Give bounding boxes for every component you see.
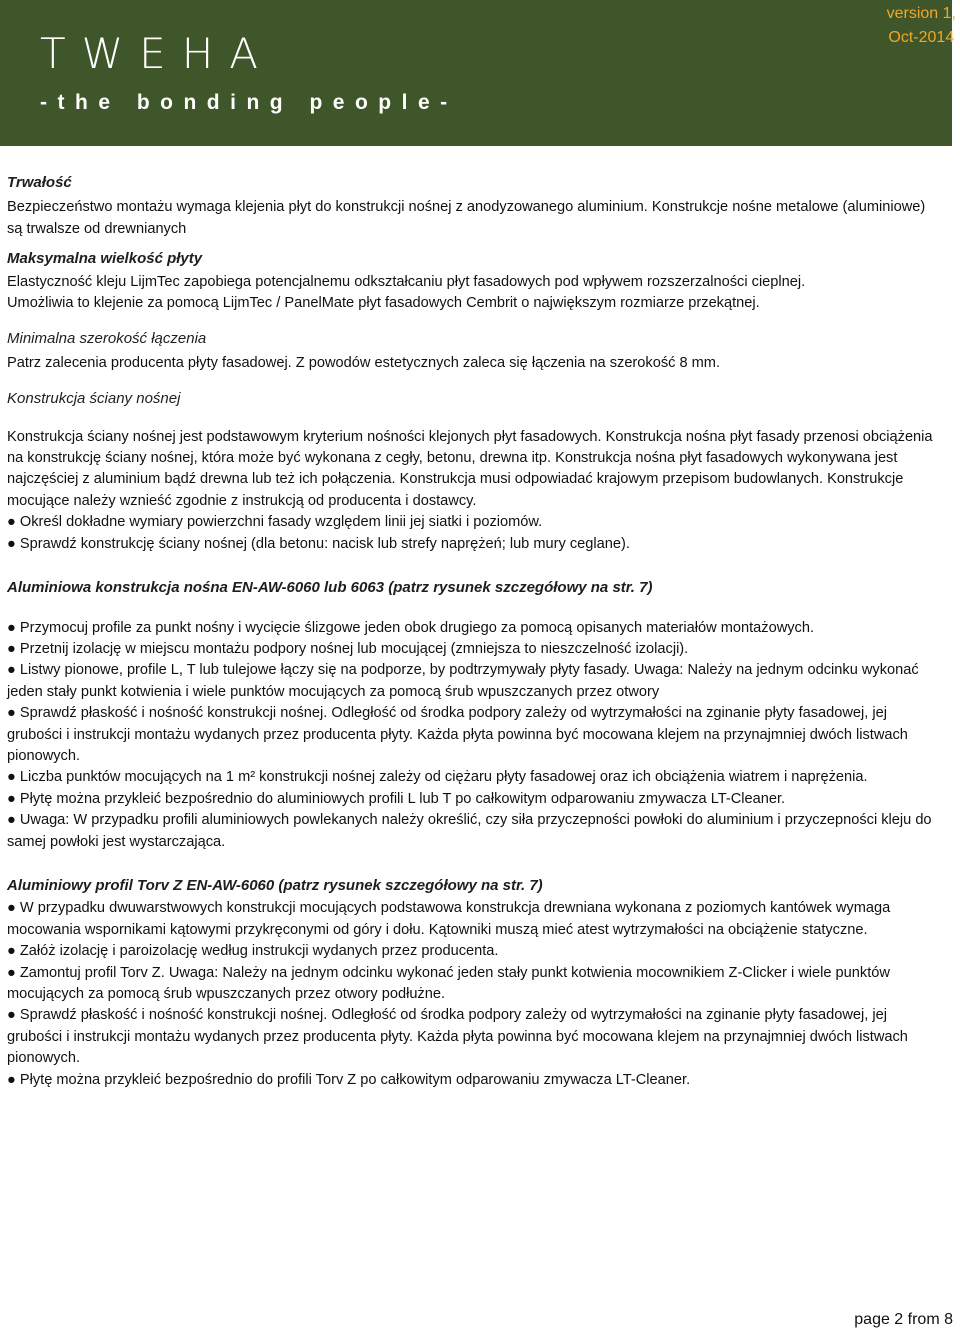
list-item: ● Załóż izolację i paroizolację według instrukcji wydanych przez producenta.	[7, 943, 499, 960]
document-body	[7, 172, 942, 1091]
version-date: Oct-2014	[888, 29, 955, 46]
section-szerokosc	[7, 328, 942, 374]
section-title: Aluminiowy profil Torv Z EN-AW-6060 (patrz rysunek szczegółowy na str. 7)	[7, 876, 543, 894]
section-title: Maksymalna wielkość płyty	[7, 250, 203, 268]
section-aluminiowa	[7, 577, 942, 853]
section-konstrukcja	[7, 388, 942, 555]
bullet-list	[7, 512, 942, 555]
list-item: ● Sprawdź konstrukcję ściany nośnej (dla betonu: nacisk lub strefy naprężeń; lub mury ceglane).	[7, 535, 630, 552]
paragraph: Umożliwia to klejenie za pomocą LijmTec / PanelMate płyt fasadowych Cembrit o największym rozmiarze przekątnej.	[7, 295, 760, 312]
list-item: ● Przymocuj profile za punkt nośny i wycięcie ślizgowe jeden obok drugiego za pomocą opisanych materiałów montażowych.	[7, 619, 815, 636]
section-wielkosc	[7, 248, 942, 314]
list-item: ● Uwaga: W przypadku profili aluminiowych powlekanych należy określić, czy siła przyczepności powłoki do aluminium i przyczepności kleju do samej powłoki jest wystarczająca.	[7, 812, 932, 850]
list-item: ● Przetnij izolację w miejscu montażu podpory nośnej lub mocującej (zmniejsza to nieszczelność izolacji).	[7, 640, 689, 657]
version-info	[887, 2, 956, 50]
company-tagline: -the bonding people-	[40, 91, 458, 114]
header-band	[0, 0, 952, 146]
section-title: Aluminiowa konstrukcja nośna EN-AW-6060 lub 6063 (patrz rysunek szczegółowy na str. 7)	[7, 579, 653, 597]
bullet-list	[7, 618, 942, 853]
section-title: Trwałość	[7, 174, 72, 191]
section-torv	[7, 875, 942, 1091]
list-item: ● Liczba punktów mocujących na 1 m² konstrukcji nośnej zależy od ciężaru płyty fasadowej oraz ich obciążenia wiatrem i naprężenia.	[7, 769, 868, 786]
paragraph: Konstrukcja ściany nośnej jest podstawowym kryterium nośności klejonych płyt fasadowych. Konstrukcja nośna płyt fasady przenosi obciążenia na konstrukcję ściany nośnej, która może być wykonana z cegły, betonu, drewna itp. Konstrukcja nośna płyt fasadowych wykonywana jest najczęściej z aluminium bądź drewna lub też ich połączenia. Konstrukcja musi odpowiadać krajowym przepisom budowlanych. Konstrukcje mocujące należy wznieść zgodnie z instrukcją od producenta i dostawcy.	[7, 428, 933, 509]
list-item: ● Płytę można przykleić bezpośrednio do profili Torv Z po całkowitym odparowaniu zmywacza LT-Cleaner.	[7, 1071, 691, 1088]
version-label: version 1,	[886, 5, 956, 22]
section-title: Minimalna szerokość łączenia	[7, 330, 207, 348]
list-item: ● Sprawdź płaskość i nośność konstrukcji nośnej. Odległość od środka podpory zależy od wytrzymałości na zginanie płyty fasadowej, jej grubości i instrukcji montażu wydanych przez producenta płyty. Każda płyta powinna być mocowana klejem na przynajmniej dwóch listwach pionowych.	[7, 1007, 908, 1067]
list-item: ● Płytę można przykleić bezpośrednio do aluminiowych profili L lub T po całkowitym odparowaniu zmywacza LT-Cleaner.	[7, 790, 786, 807]
paragraph: Elastyczność kleju LijmTec zapobiega potencjalnemu odkształcaniu płyt fasadowych pod wpływem rozszerzalności cieplnej.	[7, 273, 806, 290]
company-logo: TWEHA	[40, 29, 275, 78]
bullet-list	[7, 898, 942, 1091]
section-title: Konstrukcja ściany nośnej	[7, 390, 181, 408]
page-number: page 2 from 8	[854, 1311, 953, 1328]
paragraph: Patrz zalecenia producenta płyty fasadowej. Z powodów estetycznych zaleca się łączenia na szerokość 8 mm.	[7, 354, 721, 371]
list-item: ● Określ dokładne wymiary powierzchni fasady względem linii jej siatki i poziomów.	[7, 514, 543, 531]
list-item: ● W przypadku dwuwarstwowych konstrukcji mocujących podstawowa konstrukcja drewniana wykonana z poziomych kantówek wymaga mocowania wspornikami kątowymi przykręconymi od góry i dołu. Kątowniki muszą mieć atest wytrzymałości na obciążenie statyczne.	[7, 900, 891, 938]
list-item: ● Sprawdź płaskość i nośność konstrukcji nośnej. Odległość od środka podpory zależy od wytrzymałości na zginanie płyty fasadowej, jej grubości i instrukcji montażu wydanych przez producenta płyty. Każda płyta powinna być mocowana klejem na przynajmniej dwóch listwach pionowych.	[7, 705, 908, 764]
list-item: ● Listwy pionowe, profile L, T lub tulejowe łączy się na podporze, by podtrzymywały płyty fasady. Uwaga: Należy na jednym odcinku wykonać jeden stały punkt kotwienia i wiele punktów mocujących za pomocą śrub wpuszczanych przez otwory	[7, 662, 919, 700]
paragraph: Bezpieczeństwo montażu wymaga klejenia płyt do konstrukcji nośnej z anodyzowanego aluminium. Konstrukcje nośne metalowe (aluminiowe) są trwalsze od drewnianych	[7, 199, 926, 237]
list-item: ● Zamontuj profil Torv Z. Uwaga: Należy na jednym odcinku wykonać jeden stały punkt kotwienia mocownikiem Z-Clicker i wiele punktów mocujących za pomocą śrub wpuszczanych przez otwory podłużne.	[7, 964, 890, 1002]
section-trwalosc	[7, 172, 942, 240]
